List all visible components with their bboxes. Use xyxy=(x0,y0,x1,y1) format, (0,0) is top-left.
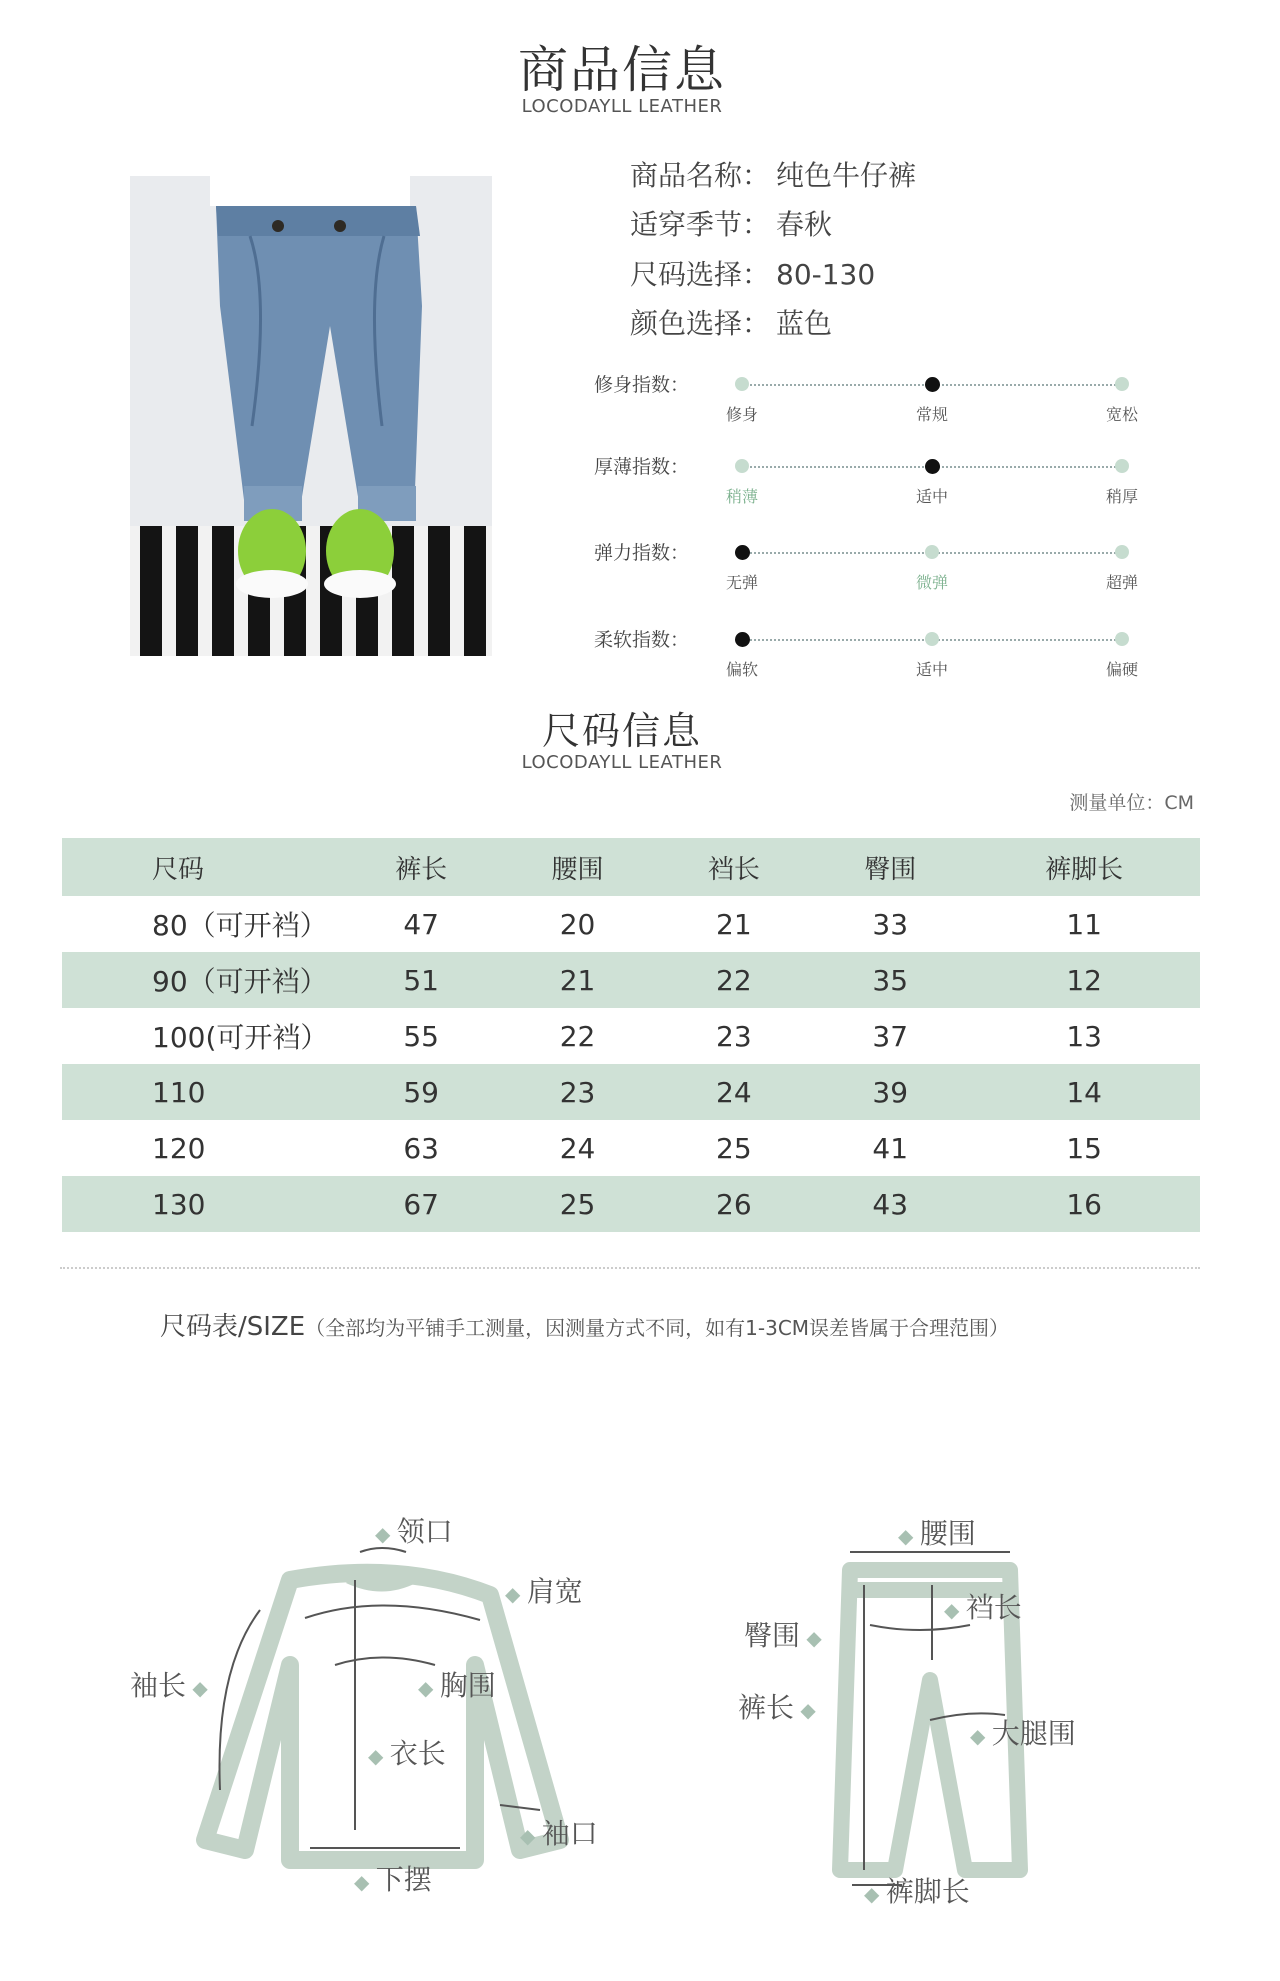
table-cell: 21 xyxy=(499,952,655,1008)
jacket-diagram xyxy=(120,1500,600,1920)
table-cell: 41 xyxy=(872,1131,909,1165)
index-option: 宽松 xyxy=(1105,405,1138,424)
table-cell: 90（可开裆） xyxy=(62,952,343,1008)
index-option: 偏硬 xyxy=(1105,660,1138,679)
index-option: 适中 xyxy=(915,487,948,506)
index-dot xyxy=(1115,377,1129,391)
table-cell: 25 xyxy=(716,1131,752,1165)
index-option: 常规 xyxy=(915,405,948,424)
col-header-rise: 裆长 xyxy=(656,838,812,896)
label-hem: ◆ 下摆 xyxy=(354,1863,432,1896)
label-pants-length: 裤长 ◆ xyxy=(738,1691,816,1724)
table-cell: 23 xyxy=(499,1064,655,1120)
table-cell: 37 xyxy=(872,1019,909,1053)
label-rise: ◆ 裆长 xyxy=(944,1591,1022,1624)
table-cell: 26 xyxy=(656,1176,812,1232)
index-dot xyxy=(925,545,939,559)
table-row xyxy=(62,952,1200,1008)
label-sleeve: 袖长 ◆ xyxy=(130,1669,208,1702)
index-option: 适中 xyxy=(915,660,948,679)
label-shoulder: ◆ 肩宽 xyxy=(505,1575,583,1608)
divider xyxy=(60,1267,1200,1269)
label-collar: ◆ 领口 xyxy=(375,1515,453,1548)
table-row xyxy=(62,1176,1200,1232)
table-cell: 110 xyxy=(62,1064,343,1120)
index-option: 偏软 xyxy=(725,660,758,679)
size-section-subtitle: LOCODAYLL LEATHER xyxy=(521,752,723,773)
index-label: 弹力指数： xyxy=(594,542,690,564)
index-dot xyxy=(1115,459,1129,473)
table-cell: 23 xyxy=(716,1019,752,1053)
index-dot xyxy=(735,459,749,473)
index-option: 微弹 xyxy=(915,573,948,592)
table-cell: 39 xyxy=(812,1064,968,1120)
index-dot xyxy=(925,632,939,646)
table-cell: 63 xyxy=(403,1131,439,1165)
index-label: 柔软指数： xyxy=(594,629,690,651)
table-cell: 130 xyxy=(62,1176,343,1232)
label-body-length: ◆ 衣长 xyxy=(368,1737,446,1770)
table-cell: 22 xyxy=(656,952,812,1008)
col-header-pants-length: 裤长 xyxy=(343,838,499,896)
index-label: 厚薄指数： xyxy=(594,456,690,478)
index-dot xyxy=(1115,632,1129,646)
label-leg-opening: ◆ 裤脚长 xyxy=(864,1875,970,1908)
size-table xyxy=(62,838,1200,1232)
table-cell: 24 xyxy=(559,1131,596,1165)
table-cell: 16 xyxy=(968,1176,1200,1232)
size-note: 尺码表/SIZE（全部均为平铺手工测量，因测量方式不同，如有1-3CM误差皆属于合理范围） xyxy=(160,1312,1010,1342)
index-dot-selected xyxy=(925,459,940,474)
table-row xyxy=(62,1064,1200,1120)
table-cell: 20 xyxy=(559,907,596,941)
table-cell: 24 xyxy=(656,1064,812,1120)
table-row xyxy=(62,896,1200,952)
index-dot xyxy=(735,377,749,391)
index-dot-selected xyxy=(925,377,940,392)
index-option: 稍厚 xyxy=(1105,487,1138,506)
index-label: 修身指数： xyxy=(594,374,690,396)
index-dot-selected xyxy=(735,632,750,647)
index-option: 超弹 xyxy=(1105,573,1138,592)
table-cell: 67 xyxy=(343,1176,499,1232)
table-cell: 22 xyxy=(559,1019,596,1053)
col-header-size: 尺码 xyxy=(62,838,343,896)
table-cell: 15 xyxy=(1066,1131,1102,1165)
label-thigh: ◆ 大腿围 xyxy=(970,1717,1076,1750)
index-option: 稍薄 xyxy=(725,487,758,506)
index-dot xyxy=(1115,545,1129,559)
label-chest: ◆ 胸围 xyxy=(418,1669,496,1702)
label-waist: ◆ 腰围 xyxy=(898,1517,976,1550)
col-header-waist: 腰围 xyxy=(499,838,655,896)
size-table-header xyxy=(62,838,1200,896)
index-option: 无弹 xyxy=(725,573,758,592)
index-dot-selected xyxy=(735,545,750,560)
table-cell: 33 xyxy=(872,907,909,941)
page-title: 商品信息 xyxy=(518,41,726,99)
table-cell: 55 xyxy=(403,1019,439,1053)
table-cell: 80（可开裆） xyxy=(152,909,328,942)
info-row-season: 适穿季节： 春秋 xyxy=(630,208,833,241)
info-row-color: 颜色选择： 蓝色 xyxy=(630,307,833,340)
col-header-hip: 臀围 xyxy=(812,838,968,896)
index-option: 修身 xyxy=(725,405,758,424)
table-cell: 25 xyxy=(499,1176,655,1232)
table-cell: 12 xyxy=(968,952,1200,1008)
table-cell: 21 xyxy=(716,907,752,941)
info-row-name: 商品名称： 纯色牛仔裤 xyxy=(630,159,917,192)
table-cell: 14 xyxy=(968,1064,1200,1120)
table-cell: 43 xyxy=(812,1176,968,1232)
table-row xyxy=(62,1008,1200,1064)
label-cuff: ◆ 袖口 xyxy=(520,1817,598,1850)
product-photo xyxy=(130,176,492,656)
table-row xyxy=(62,1120,1200,1176)
table-cell: 13 xyxy=(1066,1019,1102,1053)
table-cell: 100(可开裆） xyxy=(152,1021,329,1054)
col-header-leg-opening: 裤脚长 xyxy=(968,838,1200,896)
table-cell: 51 xyxy=(343,952,499,1008)
table-cell: 11 xyxy=(1066,907,1102,941)
label-hip: 臀围 ◆ xyxy=(744,1619,822,1652)
size-section-title: 尺码信息 xyxy=(541,709,702,753)
table-cell: 120 xyxy=(152,1131,206,1165)
info-row-size: 尺码选择： 80-130 xyxy=(630,258,876,291)
page-subtitle: LOCODAYLL LEATHER xyxy=(521,96,723,117)
measure-unit: 测量单位：CM xyxy=(1069,792,1194,814)
table-cell: 59 xyxy=(343,1064,499,1120)
table-cell: 47 xyxy=(403,907,439,941)
table-cell: 35 xyxy=(812,952,968,1008)
